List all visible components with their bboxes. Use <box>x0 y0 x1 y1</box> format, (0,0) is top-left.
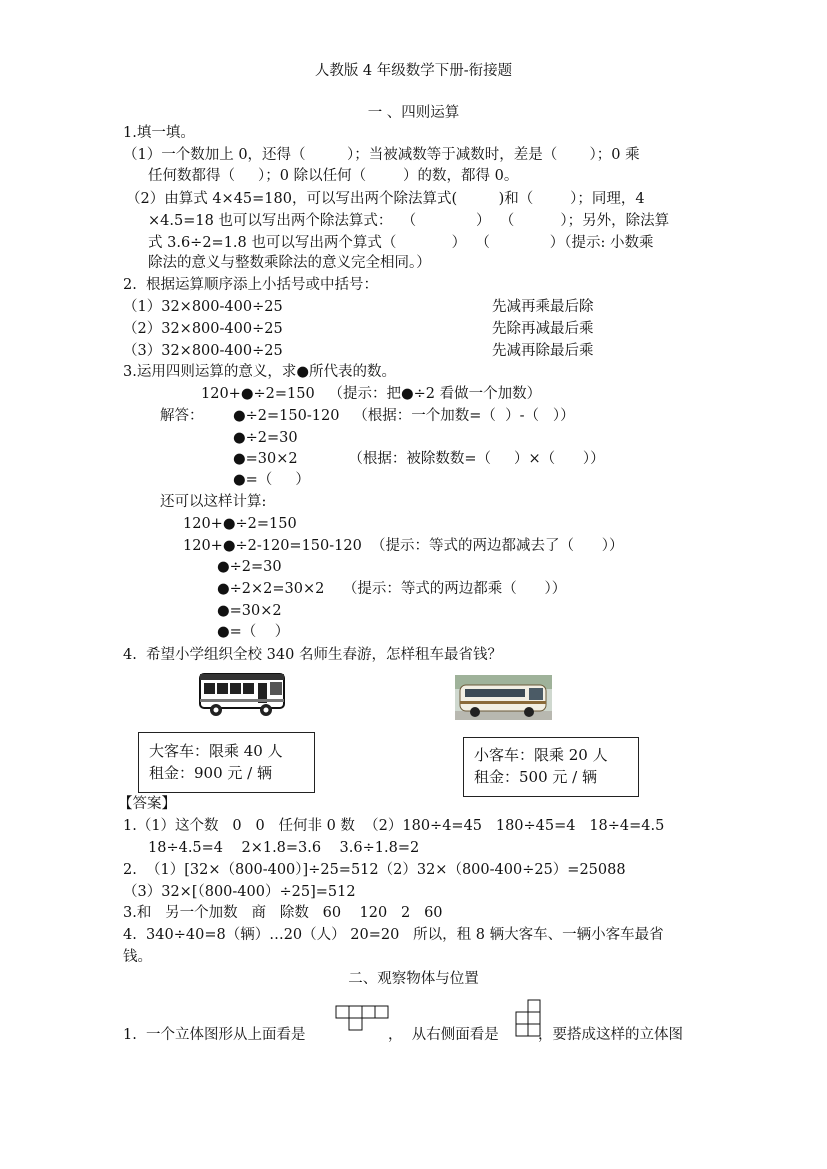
question-3-step: ●÷2=150-120 （根据：一个加数=（ ）-（ ）） <box>233 408 575 424</box>
question-2-hint: 先减再乘最后除 <box>492 299 594 315</box>
question-3-step: ●=30×2 （根据：被除数数=（ ）×（ ）） <box>233 451 605 467</box>
question-1-line: 式 3.6÷2=1.8 也可以写出两个算式（ ） （ ）（提示: 小数乘 <box>148 235 654 251</box>
question-3-alt-step: ●÷2×2=30×2 （提示：等式的两边都乘（ ）） <box>217 581 567 597</box>
answer-line: （3）32×[（800-400）÷25]=512 <box>123 884 356 900</box>
answer-line: 3.和 另一个加数 商 除数 60 120 2 60 <box>123 905 443 921</box>
section-2-question-1-part: ， 从右侧面看是 <box>388 1027 499 1043</box>
big-bus-illustration <box>198 670 288 720</box>
answer-line: 4. 340÷40=8（辆）…20（人） 20=20 所以，租 8 辆大客车、一辆小客车最省 <box>123 927 664 943</box>
question-2-expression: （1）32×800-400÷25 <box>123 299 283 315</box>
question-1-line: 任何数都得（ ）；0 除以任何（ ）的数，都得 0。 <box>148 168 519 184</box>
page-title: 人教版 4 年级数学下册-衔接题 <box>314 63 513 79</box>
small-bus-capacity: 小客车：限乘 20 人 <box>474 746 608 764</box>
question-2-heading: 2. 根据运算顺序添上小括号或中括号： <box>123 277 379 293</box>
section-2-question-1-part: ，要搭成这样的立体图 <box>538 1027 683 1043</box>
big-bus-capacity: 大客车：限乘 40 人 <box>149 742 283 760</box>
section-heading-observation: 二、观察物体与位置 <box>348 971 479 987</box>
question-3-equation: 120+●÷2=150 （提示：把●÷2 看做一个加数） <box>201 386 542 402</box>
section-heading-arithmetic: 一 、四则运算 <box>367 105 460 121</box>
big-bus-info-box <box>138 732 315 793</box>
answers-heading: 【答案】 <box>118 796 176 812</box>
answer-line: 钱。 <box>123 949 152 965</box>
question-3-alt-step: 120+●÷2=150 <box>183 516 297 532</box>
answer-line: 18÷4.5=4 2×1.8=3.6 3.6÷1.8=2 <box>148 840 420 856</box>
question-3-step: ●=（ ） <box>233 472 310 488</box>
question-3-alt-step: ●÷2=30 <box>217 559 282 575</box>
question-3-step: ●÷2=30 <box>233 430 298 446</box>
question-4-heading: 4. 希望小学组织全校 340 名师生春游，怎样租车最省钱？ <box>123 647 502 663</box>
small-bus-photo <box>455 675 552 720</box>
question-2-hint: 先减再除最后乘 <box>492 343 594 359</box>
section-2-question-1-part: 1. 一个立体图形从上面看是 <box>123 1027 306 1043</box>
question-2-expression: （3）32×800-400÷25 <box>123 343 283 359</box>
question-2-hint: 先除再减最后乘 <box>492 321 594 337</box>
question-3-heading: 3.运用四则运算的意义，求●所代表的数。 <box>123 364 396 380</box>
small-bus-info-box <box>463 737 639 797</box>
question-3-alt-step: ●=30×2 <box>217 603 282 619</box>
question-3-alt-label: 还可以这样计算: <box>160 494 267 510</box>
question-1-line: （1）一个数加上 0，还得（ ）；当被减数等于减数时，差是（ ）；0 乘 <box>123 147 640 163</box>
answer-line: 1.（1）这个数 0 0 任何非 0 数 （2）180÷4=45 180÷45=4 18÷4=4.5 <box>123 818 665 834</box>
top-view-grid-figure <box>335 1005 389 1043</box>
big-bus-rent: 租金：900 元 / 辆 <box>149 764 272 782</box>
question-3-alt-step: ●=（ ） <box>217 624 290 640</box>
question-2-expression: （2）32×800-400÷25 <box>123 321 283 337</box>
question-1-line: （2）由算式 4×45=180，可以写出两个除法算式( )和（ ）；同理，4 <box>126 191 645 207</box>
question-1-heading: 1.填一填。 <box>123 125 195 141</box>
question-1-line: ×4.5=18 也可以写出两个除法算式： （ ） （ ）；另外，除法算 <box>148 213 670 229</box>
question-3-answer-label: 解答： <box>160 408 204 424</box>
question-3-alt-step: 120+●÷2-120=150-120 （提示：等式的两边都减去了（ ）） <box>183 538 624 554</box>
small-bus-rent: 租金：500 元 / 辆 <box>474 768 597 786</box>
answer-line: 2. （1）[32×（800-400）]÷25=512（2）32×（800-400÷25）=25088 <box>123 862 626 878</box>
question-1-line: 除法的意义与整数乘除法的意义完全相同。） <box>148 255 431 271</box>
